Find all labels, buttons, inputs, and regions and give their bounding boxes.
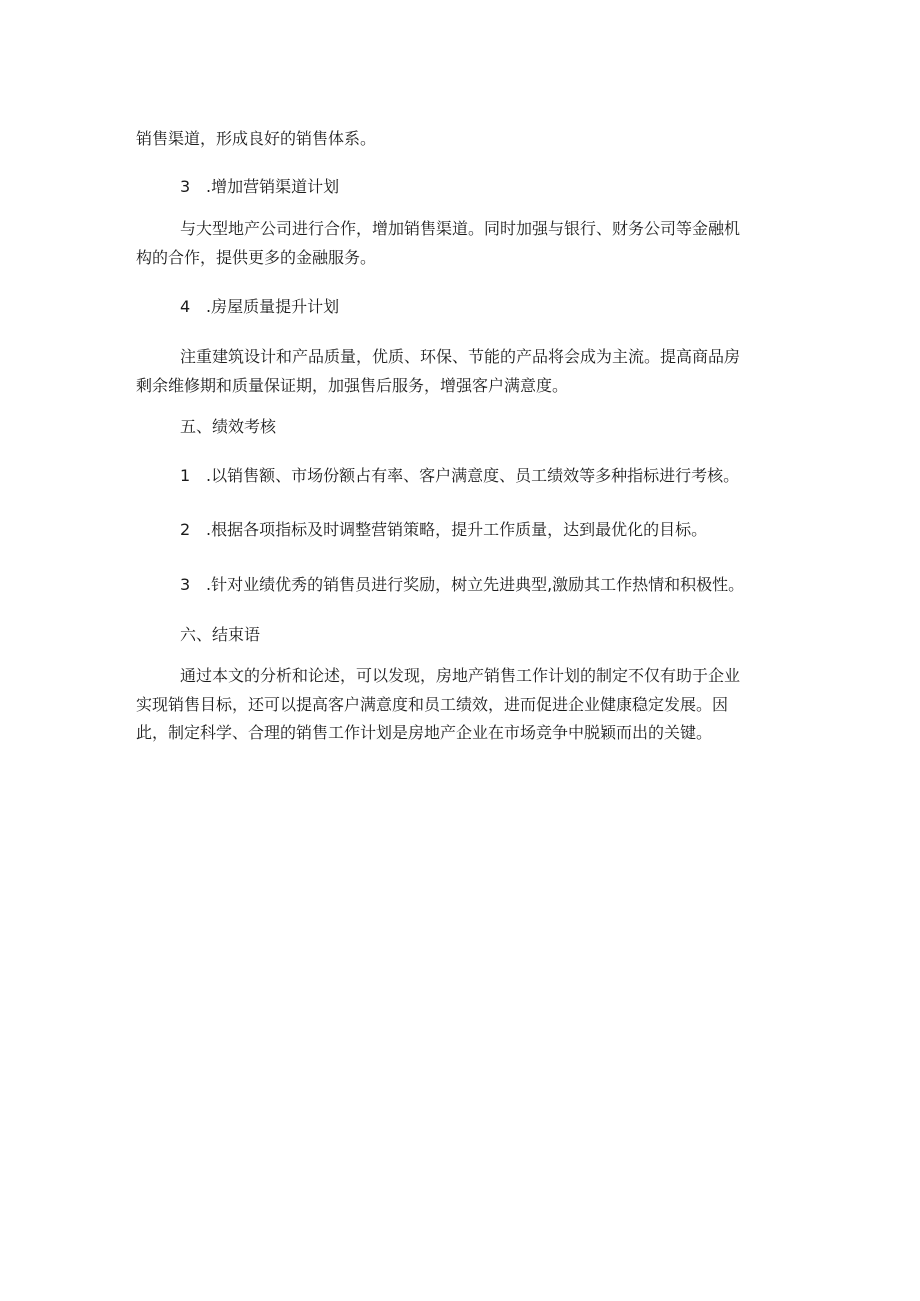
kpi-item-1 [180, 465, 840, 487]
item-title: .增加营销渠道计划 [206, 177, 340, 196]
section-6-heading: 六、结束语 [180, 625, 261, 644]
item-number: 3 [180, 575, 191, 594]
item-text: .针对业绩优秀的销售员进行奖励，树立先进典型,激励其工作热情和积极性。 [206, 575, 745, 594]
item-number: 1 [180, 466, 191, 485]
paragraph-continuation: 销售渠道，形成良好的销售体系。 [136, 129, 377, 148]
quality-paragraph-line-1: 注重建筑设计和产品质量，优质、环保、节能的产品将会成为主流。提高商品房 [180, 347, 741, 366]
item-number: 2 [180, 520, 191, 539]
conclusion-paragraph-line-1: 通过本文的分析和论述，可以发现，房地产销售工作计划的制定不仅有助于企业 [180, 666, 741, 685]
quality-paragraph-line-2: 剩余维修期和质量保证期，加强售后服务，增强客户满意度。 [136, 376, 569, 395]
item-number: 3 [180, 177, 191, 196]
section-5-heading: 五、绩效考核 [180, 417, 277, 436]
item-text: .根据各项指标及时调整营销策略，提升工作质量，达到最优化的目标。 [206, 520, 708, 539]
plan-item-4-heading [180, 296, 840, 318]
kpi-item-3 [180, 574, 840, 596]
item-title: .房屋质量提升计划 [206, 297, 340, 316]
item-text: .以销售额、市场份额占有率、客户满意度、员工绩效等多种指标进行考核。 [206, 466, 740, 485]
conclusion-paragraph-line-2: 实现销售目标，还可以提高客户满意度和员工绩效，进而促进企业健康稳定发展。因 [136, 695, 729, 714]
channels-paragraph-line-2: 构的合作，提供更多的金融服务。 [136, 248, 377, 267]
plan-item-3-heading [180, 176, 840, 198]
conclusion-paragraph-line-3: 此，制定科学、合理的销售工作计划是房地产企业在市场竞争中脱颖而出的关键。 [136, 723, 713, 742]
kpi-item-2 [180, 519, 840, 541]
channels-paragraph-line-1: 与大型地产公司进行合作，增加销售渠道。同时加强与银行、财务公司等金融机 [180, 219, 741, 238]
item-number: 4 [180, 297, 191, 316]
